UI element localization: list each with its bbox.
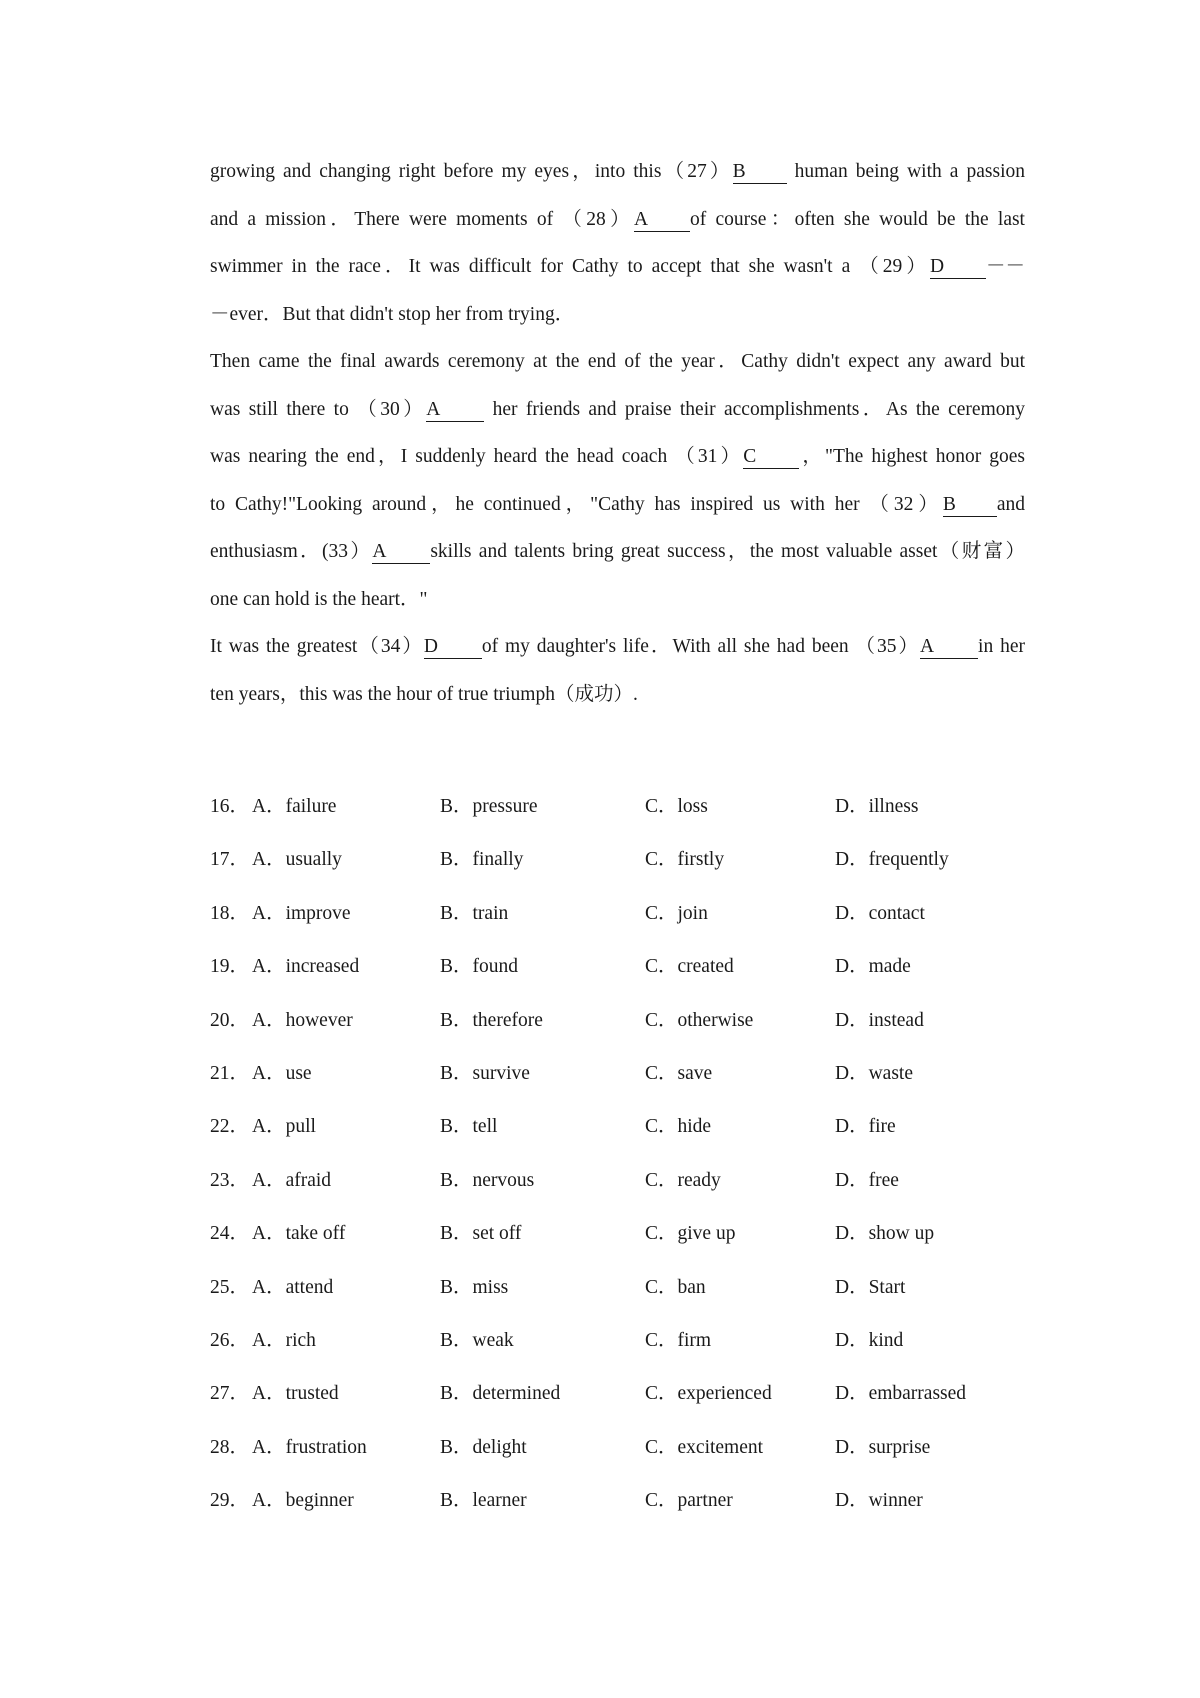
question-number: 26． bbox=[210, 1329, 250, 1351]
option-a: A．trusted bbox=[252, 1383, 339, 1405]
option-c: C．ready bbox=[645, 1169, 721, 1191]
passage-line bbox=[210, 623, 1025, 671]
option-c: C．save bbox=[645, 1062, 713, 1084]
question-number: 18． bbox=[210, 902, 250, 924]
option-b: B．found bbox=[440, 956, 519, 978]
passage bbox=[210, 148, 1025, 718]
option-b: B．set off bbox=[440, 1223, 522, 1245]
option-d: D．fire bbox=[835, 1116, 896, 1138]
option-b: B．determined bbox=[440, 1383, 561, 1405]
passage-line bbox=[210, 481, 1025, 529]
option-a: A．use bbox=[252, 1062, 312, 1084]
option-b: B．weak bbox=[440, 1329, 514, 1351]
option-d: D．winner bbox=[835, 1490, 923, 1512]
option-b: B．learner bbox=[440, 1490, 527, 1512]
passage-text: and a mission．There were moments of （28） bbox=[210, 208, 634, 230]
option-c: C．give up bbox=[645, 1223, 736, 1245]
passage-text: It was the greatest（34） bbox=[210, 636, 424, 657]
passage-line bbox=[210, 243, 1025, 291]
question-number: 27． bbox=[210, 1383, 250, 1405]
passage-line bbox=[210, 576, 1025, 624]
option-row-21 bbox=[210, 1047, 1030, 1100]
passage-text: swimmer in the race．It was difficult for Cathy to accept that she wasn't a （29） bbox=[210, 256, 930, 277]
option-row-19 bbox=[210, 940, 1030, 993]
passage-text: to Cathy!"Looking around，he continued，"Cathy has inspired us with her （32） bbox=[210, 493, 943, 515]
option-row-26 bbox=[210, 1314, 1030, 1367]
option-b: B．survive bbox=[440, 1062, 530, 1084]
option-b: B．tell bbox=[440, 1116, 498, 1138]
option-a: A．beginner bbox=[252, 1490, 354, 1512]
passage-text: －－ bbox=[985, 256, 1025, 277]
passage-text: growing and changing right before my eyes，into this（27） bbox=[210, 161, 733, 182]
option-d: D．illness bbox=[835, 796, 919, 817]
option-c: C．partner bbox=[645, 1490, 733, 1512]
passage-line bbox=[210, 386, 1025, 434]
option-c: C．join bbox=[645, 902, 708, 924]
answer-blank-28: A bbox=[634, 209, 690, 232]
passage-text: human being with a passion bbox=[786, 161, 1025, 182]
passage-text: and bbox=[996, 493, 1025, 515]
option-row-28 bbox=[210, 1421, 1030, 1474]
question-number: 21． bbox=[210, 1062, 250, 1084]
option-c: C．created bbox=[645, 956, 734, 978]
option-d: D．frequently bbox=[835, 849, 949, 871]
option-d: D．free bbox=[835, 1169, 899, 1191]
option-row-18 bbox=[210, 887, 1030, 940]
passage-text: ten years，this was the hour of true triumph（成功）. bbox=[210, 683, 638, 705]
option-c: C．firm bbox=[645, 1329, 712, 1351]
option-d: D．contact bbox=[835, 902, 925, 924]
option-b: B．pressure bbox=[440, 796, 538, 817]
option-d: D．instead bbox=[835, 1009, 924, 1031]
answer-blank-27: B bbox=[733, 161, 787, 184]
passage-text: skills and talents bring great success，the most valuable asset（财富） bbox=[430, 541, 1025, 562]
option-c: C．firstly bbox=[645, 849, 725, 871]
question-number: 28． bbox=[210, 1436, 250, 1458]
answer-blank-32: B bbox=[943, 494, 997, 517]
passage-text: was nearing the end，I suddenly heard the head coach （31） bbox=[210, 446, 744, 467]
option-a: A．rich bbox=[252, 1329, 316, 1351]
option-row-17 bbox=[210, 833, 1030, 886]
passage-line bbox=[210, 196, 1025, 244]
passage-line bbox=[210, 528, 1025, 576]
option-b: B．nervous bbox=[440, 1169, 535, 1191]
answer-blank-35: A bbox=[920, 636, 978, 659]
option-a: A．failure bbox=[252, 796, 337, 817]
passage-text: －ever．But that didn't stop her from trying． bbox=[210, 303, 575, 325]
passage-text: one can hold is the heart．" bbox=[210, 588, 428, 610]
option-row-29 bbox=[210, 1474, 1030, 1527]
option-b: B．finally bbox=[440, 849, 524, 871]
option-b: B．delight bbox=[440, 1436, 527, 1458]
option-d: D．waste bbox=[835, 1062, 913, 1084]
option-c: C．loss bbox=[645, 796, 708, 817]
question-number: 25． bbox=[210, 1276, 250, 1298]
option-c: C．excitement bbox=[645, 1436, 764, 1458]
option-row-16 bbox=[210, 780, 1030, 833]
answer-blank-31: C bbox=[743, 446, 799, 469]
option-a: A．improve bbox=[252, 902, 351, 924]
question-number: 22． bbox=[210, 1116, 250, 1138]
option-b: B．train bbox=[440, 902, 509, 924]
question-number: 24． bbox=[210, 1223, 250, 1245]
passage-text: ，"The highest honor goes bbox=[799, 446, 1025, 467]
option-a: A．increased bbox=[252, 956, 360, 978]
option-d: D．surprise bbox=[835, 1436, 931, 1458]
passage-text: in her bbox=[978, 636, 1025, 657]
question-number: 29． bbox=[210, 1490, 250, 1512]
answer-blank-34: D bbox=[424, 636, 482, 659]
passage-line bbox=[210, 148, 1025, 196]
passage-text: her friends and praise their accomplishments．As the ceremony bbox=[484, 398, 1025, 420]
option-c: C．hide bbox=[645, 1116, 712, 1138]
option-row-24 bbox=[210, 1207, 1030, 1260]
passage-text: enthusiasm．(33） bbox=[210, 541, 373, 562]
passage-text: Then came the final awards ceremony at the end of the year．Cathy didn't expect any award but bbox=[210, 351, 1025, 372]
option-a: A．attend bbox=[252, 1276, 334, 1298]
option-d: D．kind bbox=[835, 1329, 904, 1351]
question-number: 19． bbox=[210, 956, 250, 978]
option-a: A．however bbox=[252, 1009, 353, 1031]
option-row-25 bbox=[210, 1261, 1030, 1314]
passage-text: of course：often she would be the last bbox=[689, 208, 1025, 230]
question-number: 17． bbox=[210, 849, 250, 871]
option-row-22 bbox=[210, 1100, 1030, 1153]
option-a: A．frustration bbox=[252, 1436, 367, 1458]
option-d: D．show up bbox=[835, 1223, 935, 1245]
passage-text: was still there to （30） bbox=[210, 398, 427, 420]
option-a: A．afraid bbox=[252, 1169, 332, 1191]
passage-line bbox=[210, 671, 1025, 719]
option-a: A．pull bbox=[252, 1116, 316, 1138]
question-number: 23． bbox=[210, 1169, 250, 1191]
question-number: 20． bbox=[210, 1009, 250, 1031]
passage-line bbox=[210, 291, 1025, 339]
option-c: C．ban bbox=[645, 1276, 706, 1298]
option-a: A．take off bbox=[252, 1223, 346, 1245]
answer-blank-33: A bbox=[372, 541, 430, 564]
option-d: D．embarrassed bbox=[835, 1383, 967, 1405]
option-d: D．Start bbox=[835, 1276, 906, 1298]
passage-line bbox=[210, 433, 1025, 481]
passage-text: of my daughter's life．With all she had been （35） bbox=[481, 636, 921, 657]
option-b: B．miss bbox=[440, 1276, 509, 1298]
option-row-20 bbox=[210, 994, 1030, 1047]
option-c: C．experienced bbox=[645, 1383, 772, 1405]
option-a: A．usually bbox=[252, 849, 342, 871]
answer-blank-30: A bbox=[426, 399, 484, 422]
option-d: D．made bbox=[835, 956, 911, 978]
option-row-27 bbox=[210, 1367, 1030, 1420]
options-list bbox=[210, 780, 1030, 1527]
answer-blank-29: D bbox=[930, 256, 986, 279]
passage-line bbox=[210, 338, 1025, 386]
option-c: C．otherwise bbox=[645, 1009, 754, 1031]
option-row-23 bbox=[210, 1154, 1030, 1207]
option-b: B．therefore bbox=[440, 1009, 543, 1031]
question-number: 16． bbox=[210, 796, 250, 817]
